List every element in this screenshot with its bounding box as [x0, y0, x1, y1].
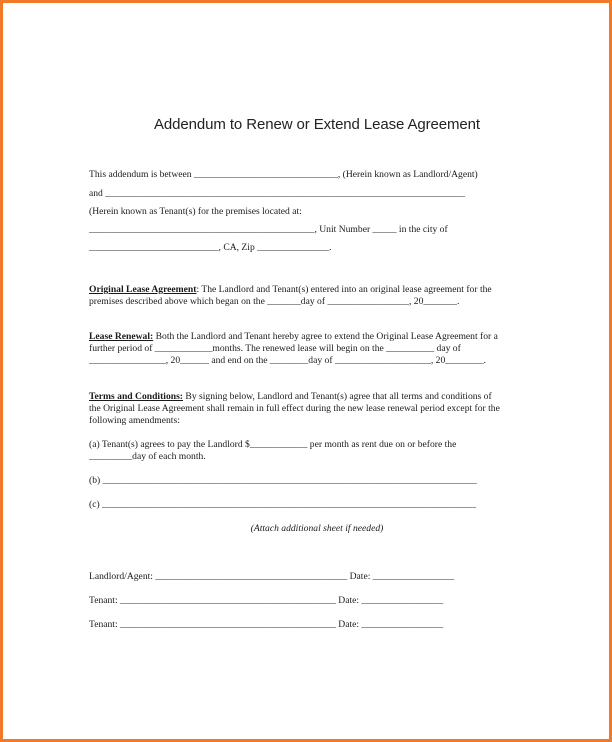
original-lease-text: : The Landlord and Tenant(s) entered into an original lease agreement for the [196, 284, 492, 295]
document-title: Addendum to Renew or Extend Lease Agreement [154, 116, 480, 133]
signature-tenant-1: Tenant: _____________________________________________ Date: _________________ [89, 595, 444, 606]
terms-heading: Terms and Conditions: [89, 391, 184, 402]
intro-line-1: This addendum is between ______________________________, (Herein known as Landlord/Agent) [89, 169, 478, 180]
amendment-c: (c) ______________________________________________________________________________ [89, 499, 477, 510]
terms-text: By signing below, Landlord and Tenant(s) agree that all terms and conditions of [183, 391, 492, 402]
intro-line-3: (Herein known as Tenant(s) for the premises located at: [89, 206, 302, 217]
amendment-a-line-2: _________day of each month. [89, 451, 206, 462]
lease-renewal-heading: Lease Renewal: [89, 331, 154, 342]
lease-renewal-line-1 [89, 331, 498, 343]
lease-renewal-text: Both the Landlord and Tenant hereby agree to extend the Original Lease Agreement for a [153, 331, 498, 342]
terms-line-3: following amendments: [89, 415, 180, 426]
signature-landlord: Landlord/Agent: ________________________________________ Date: _________________ [89, 571, 455, 582]
attach-note: (Attach additional sheet if needed) [250, 523, 384, 534]
original-lease-line-2: premises described above which began on the _______day of _________________, 20_______. [89, 296, 460, 307]
lease-renewal-line-3: ________________, 20______ and end on the ________day of ____________________, 20________. [89, 355, 487, 366]
intro-line-4: _______________________________________________, Unit Number _____ in the city of [89, 224, 448, 235]
terms-line-2: the Original Lease Agreement shall remain in full effect during the new lease renewal period except for the [89, 403, 500, 414]
lease-renewal-line-2: further period of ____________months. The renewed lease will begin on the __________ day of [89, 343, 461, 354]
intro-line-2: and ___________________________________________________________________________ [89, 188, 466, 199]
intro-line-5: ___________________________, CA, Zip _______________. [89, 242, 332, 253]
amendment-b: (b) ______________________________________________________________________________ [89, 475, 477, 486]
amendment-a-line-1: (a) Tenant(s) agrees to pay the Landlord $____________ per month as rent due on or before the [89, 439, 457, 450]
original-lease-line-1 [89, 284, 492, 296]
signature-tenant-2: Tenant: _____________________________________________ Date: _________________ [89, 619, 444, 630]
terms-line-1 [89, 391, 492, 403]
original-lease-heading: Original Lease Agreement [89, 284, 197, 295]
